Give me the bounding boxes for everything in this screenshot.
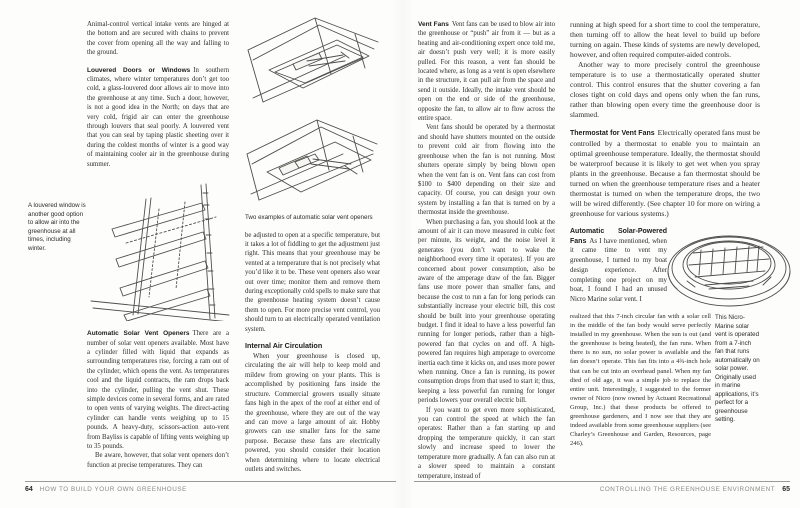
runin-heading-louvered: Louvered Doors or Windows — [87, 66, 191, 74]
page-number-left: 64 — [25, 486, 33, 493]
paragraph-running: running at high speed for a short time to cool the temperature, then turning off to allow the heat level to build up before turning on again. These kinds of systems are newly developed, however, and often required computer-aided controls. — [570, 20, 760, 59]
paragraph-solar-fans-continued: realized that this 7-inch circular fan with a solar cell in the middle of the fan body would serve perfectly installed in my greenhouse. When the sun is out (and the greenhouse is being heated), the fan runs. When there is no sun, no solar power is available and the fan doesn’t operate. This fan fits into a 4¾-inch hole that can be cut into an overhead panel. When my fan died of old age, it was a simple job to replace the entire unit. Interestingly, I suggested to the former owner of Nicro (now owned by Actuant Recreational Group, Inc.) that these products be offered to greenhouse gardeners, and I now see that they are indeed available from some greenhouse suppliers (see Charley’s Greenhouse and Garden, Resources, page 246). — [570, 313, 711, 448]
vent-opener-drawing-1 — [245, 14, 380, 106]
book-title-running-footer: HOW TO BUILD YOUR OWN GREENHOUSE — [39, 486, 187, 493]
paragraph-vent-fans-text: Vent fans can be used to blow air into the greenhouse or “push” air from it — but as a heating and air-conditioning expert once told me, air doesn’t push very well; it is more easily pulled. For this reason, a vent fan should be located where, as long as a vent is open elsewhere in the structure, it can pull air from the space and send it outside. Ideally, the intake vent should be open on the end or side of the greenhouse, opposite the fan, to allow air to flow across the entire space. — [418, 21, 555, 123]
paragraph-vent-fans — [418, 20, 555, 123]
nicro-solar-vent-drawing — [665, 225, 793, 309]
footer-right — [414, 481, 790, 493]
right-column-1 — [418, 20, 555, 481]
paragraph-be-aware: Be aware, however, that solar vent openers don’t function at precise temperatures. They can — [87, 452, 229, 469]
left-column-1 — [87, 20, 229, 470]
vent-openers-caption: Two examples of automatic solar vent openers — [245, 214, 373, 221]
subheading-internal-air-circulation: Internal Air Circulation — [245, 341, 323, 351]
louvered-window-margin-caption: A louvered window is another good option to allow air into the greenhouse at all times, including winter. — [28, 202, 86, 252]
paragraph-louvered-text: In southern climates, where winter temperatures don’t get too cold, a glass-louvered door allows air to move into the greenhouse at any time. Such a door, however, is not a good idea in the North; on days that are very cold, frigid air can enter the greenhouse through louvers that seal poorly. A louvered vent that you can seal by taping plastic sheeting over it during the coldest months of winter is a good way of maintaining cooler air in the greenhouse during summer. — [87, 66, 229, 168]
solar-fans-row-bottom — [570, 312, 760, 448]
nicro-solar-vent-caption: This Nicro-Marine solar vent is operated from a 7-inch fan that runs automatically on solar power. Originally used in marine applications, it’s perfect for a greenhouse setting. — [715, 314, 760, 423]
vent-opener-illustration-1 — [245, 14, 380, 106]
louvered-window-drawing — [89, 179, 231, 321]
louvered-window-illustration — [89, 179, 229, 321]
left-column-2 — [245, 14, 380, 474]
paragraph-vent-thermostat-text: Electrically operated fans must be controlled by a thermostat to enable you to maintain an optimal greenhouse temperature. Ideally, the thermostat should be waterproof because it is likely to get wet when you spray plants in the greenhouse. Because a fan thermostat should be turned on when the greenhouse temperature rises and a heater thermostat is turned on when the temperature drops, the two will be wired differently. (See chapter 10 for more on wiring a greenhouse for various systems.) — [570, 128, 760, 218]
solar-fans-narrow-text — [570, 227, 667, 305]
runin-heading-vent-fans: Vent Fans — [418, 21, 449, 28]
paragraph-fan-thermostat: Vent fans should be operated by a thermostat and should have shutters mounted on the outside to prevent cold air from flowing into the greenhouse when the fan is not running. Most shutters operate simply by being blown open when the vent fan is on. Vent fans can cost from $100 to $400 depending on their size and capacity. Of course, you can design your own system by installing a fan that is turned on by a thermostat inside the greenhouse. — [418, 124, 555, 217]
paragraph-purchasing-fan: When purchasing a fan, you should look at the amount of air it can move measured in cubic feet per minute, its weight, and the noise level it generates (you don’t want to wake the neighborhood every time it operates). If you are concerned about power consumption, also be aware of the amperage draw of the fan. Bigger fans use more power than smaller fans, and because the cost to run a fan for long periods can substantially increase your electric bill, this cost should be built into your greenhouse operating budget. I find it ideal to have a less powerful fan running for longer periods, rather than a high-powered fan that cycles on and off. A high-powered fan requires high amperage to overcome inertia each time it kicks on, and uses more power when running. Once a fan is running, its power consumption drops from that used to start it; thus, keeping a less powerful fan running for longer periods lowers your overall electric bill. — [418, 218, 555, 405]
paragraph-louvered — [87, 66, 229, 169]
nicro-solar-vent-illustration — [665, 225, 793, 309]
runin-heading-solar-openers: Automatic Solar Vent Openers — [87, 330, 190, 338]
paragraph-circulation: When your greenhouse is closed up, circulating the air will help to keep mold and mildew from growing on your plants. This is accomplished by positioning fans inside the structure. Commercial growers usually situate fans high in the apex of the roof at either end of the greenhouse, where they are out of the way and can move a large amount of air. Hobby growers can use smaller fans for the same purpose. Because these fans are electrically powered, you should consider their location when determining where to locate electrical outlets and switches. — [245, 353, 380, 473]
solar-fans-row-top — [570, 227, 760, 309]
footer-left — [25, 481, 396, 493]
runin-heading-solar-powered-fans: Automatic Solar-Powered Fans — [570, 228, 667, 245]
paragraph-fan-speed: If you want to get even more sophisticated, you can control the speed at which the fan operates: Rather than a fan starting up and dropping the temperature quickly, it can start slowly and increase speed to lower the temperature more gradually. A fan can also run at a slower speed to maintain a constant temperature, instead of — [418, 406, 555, 480]
runin-heading-thermostat-vent-fans: Thermostat for Vent Fans — [570, 130, 655, 137]
paragraph-shutter-control: Another way to more precisely control the greenhouse temperature is to use a thermostatically operated shutter control. This control ensures that the shutter covering a fan closes tight on cold days and opens only when the fan runs, rather than blowing open every time the greenhouse door is slammed. — [570, 60, 760, 119]
page-gutter-shadow — [392, 0, 414, 508]
paragraph-vent-thermostat — [570, 128, 760, 219]
paragraph-solar-openers-text: There are a number of solar vent openers available. Most have a cylinder filled with liquid that expands as surrounding temperatures rise, forcing a ram out of the cylinder, which opens the vent. As temperatures cool and the liquid contracts, the ram drops back into the cylinder, pulling the vent shut. These simple devices come in several forms, and are rated to open vents of varying weights. The direct-acting cylinder can handle vents weighing up to 15 pounds. A heavy-duty, scissors-action auto-vent from Bayliss is capable of lifting vents weighing up to 35 pounds. — [87, 330, 229, 450]
paragraph-adjusted: be adjusted to open at a specific temperature, but it takes a lot of fiddling to get the adjustment just right. This means that your greenhouse may be vented at a temperature that is not precisely what you’d like it to be. These vent openers also wear out over time; monitor them and remove them during exceptionally cold spells to make sure that the greenhouse heating system doesn’t cause them to open. For more precise vent control, you should turn to an electrically operated ventilation system. — [245, 231, 380, 333]
right-column-2 — [570, 20, 760, 448]
page-number-right: 65 — [782, 486, 790, 493]
solar-fans-continued-text — [570, 312, 711, 448]
chapter-title-running-footer: CONTROLLING THE GREENHOUSE ENVIRONMENT — [599, 486, 776, 493]
paragraph-intake-vents: Animal-control vertical intake vents are hinged at the bottom and are secured with chains to prevent the cover from opening all the way and falling to the ground. — [87, 21, 229, 57]
paragraph-solar-fans — [570, 227, 667, 305]
vent-opener-drawing-2 — [245, 114, 380, 206]
paragraph-solar-fans-text: As I have mentioned, when it came time to vent my greenhouse, I turned to my boat design experience. After completing one project on my boat, I found I had an unused Nicro Marine solar vent. I — [570, 237, 667, 303]
solar-powered-fans-section — [570, 227, 760, 448]
paragraph-solar-openers — [87, 329, 229, 451]
vent-opener-illustration-2 — [245, 114, 380, 206]
